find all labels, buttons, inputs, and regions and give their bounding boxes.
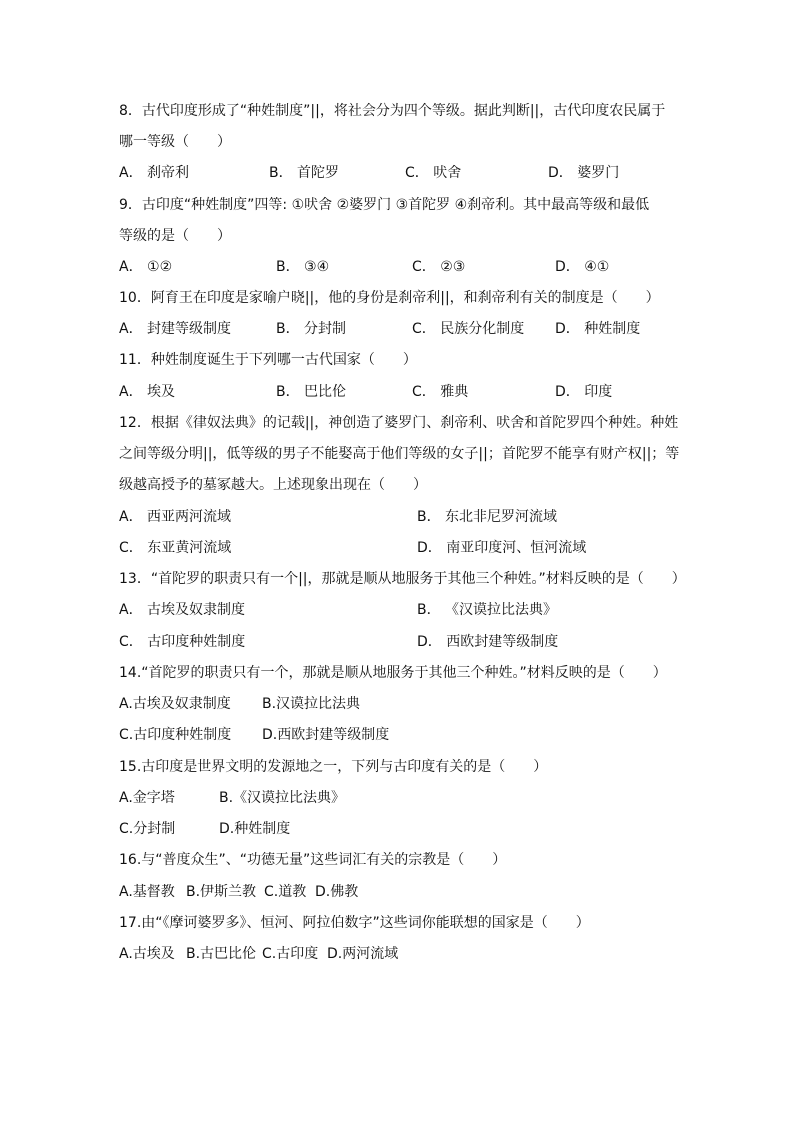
q11-option-a: A． 埃及 [119, 384, 176, 400]
q16-stem-line-1: 16.与“普度众生”、“功德无量”这些词汇有关的宗教是（ ） [119, 852, 507, 868]
q14-option-b: B.汉谟拉比法典 [262, 696, 361, 712]
q17-option-a: A.古埃及 [119, 946, 175, 962]
q13-option-b: B． 《汉谟拉比法典》 [417, 602, 558, 618]
q12-stem-line-2: 之间等级分明||，低等级的男子不能娶高于他们等级的女子||；首陀罗不能享有财产权||；等 [119, 446, 680, 462]
q9-option-c: C． ②③ [412, 259, 466, 275]
q14-options-row-2 [0, 725, 794, 745]
q13-options-row-1 [0, 600, 794, 620]
q10-options [0, 319, 794, 339]
q10-stem-line-1: 10．阿育王在印度是家喻户晓||，他的身份是刹帝利||，和刹帝利有关的制度是（ ） [119, 290, 660, 306]
q8-option-c: C． 吠舍 [405, 165, 462, 181]
q9-stem-line-1: 9．古印度“种姓制度”四等: ①吠舍 ②婆罗门 ③首陀罗 ④刹帝利。其中最高等级和最低 [119, 197, 650, 213]
q14-option-d: D.西欧封建等级制度 [262, 727, 390, 743]
q8-stem-line-1: 8．古代印度形成了“种姓制度”||，将社会分为四个等级。据此判断||，古代印度农民属于 [119, 103, 666, 119]
q14-option-a: A.古埃及奴隶制度 [119, 696, 231, 712]
q15-option-c: C.分封制 [119, 821, 176, 837]
q17-option-b: B.古巴比伦 [186, 946, 257, 962]
q15-option-d: D.种姓制度 [219, 821, 291, 837]
q9-stem-line-2: 等级的是（ ） [119, 228, 231, 244]
q15-stem-line-1: 15.古印度是世界文明的发源地之一，下列与古印度有关的是（ ） [119, 759, 548, 775]
q12-options-row-2 [0, 538, 794, 558]
q10-option-d: D． 种姓制度 [555, 321, 641, 337]
q9-option-b: B． ③④ [276, 259, 330, 275]
q12-options-row-1 [0, 507, 794, 527]
q17-option-d: D.两河流域 [327, 946, 399, 962]
q12-option-d: D． 南亚印度河、恒河流域 [417, 540, 587, 556]
q9-option-d: D． ④① [555, 259, 610, 275]
q15-option-a: A.金字塔 [119, 790, 175, 806]
q15-option-b: B.《汉谟拉比法典》 [219, 790, 346, 806]
q9-option-a: A． ①② [119, 259, 173, 275]
q16-option-a: A.基督教 [119, 884, 175, 900]
q9-options [0, 257, 794, 277]
q11-stem-line-1: 11．种姓制度诞生于下列哪一古代国家（ ） [119, 352, 417, 368]
q12-stem-line-1: 12．根据《律奴法典》的记载||，神创造了婆罗门、刹帝利、吠舍和首陀罗四个种姓。种姓 [119, 415, 679, 431]
q16-option-c: C.道教 [264, 884, 307, 900]
q13-option-c: C． 古印度种姓制度 [119, 634, 246, 650]
q8-options [0, 163, 794, 183]
q8-option-a: A． 刹帝利 [119, 165, 190, 181]
q12-option-c: C． 东亚黄河流域 [119, 540, 232, 556]
q8-option-d: D． 婆罗门 [548, 165, 620, 181]
q11-option-d: D． 印度 [555, 384, 613, 400]
q16-options [0, 882, 794, 902]
q15-options-row-2 [0, 819, 794, 839]
q17-option-c: C.古印度 [262, 946, 319, 962]
q16-option-d: D.佛教 [315, 884, 359, 900]
q14-option-c: C.古印度种姓制度 [119, 727, 232, 743]
q11-options [0, 382, 794, 402]
q17-options [0, 944, 794, 964]
q8-stem-line-2: 哪一等级（ ） [119, 134, 231, 150]
q13-stem-line-1: 13．“首陀罗的职责只有一个||，那就是顺从地服务于其他三个种姓。”材料反映的是（ ） [119, 571, 686, 587]
q14-options-row-1 [0, 694, 794, 714]
q13-options-row-2 [0, 632, 794, 652]
q16-option-b: B.伊斯兰教 [186, 884, 257, 900]
q17-stem-line-1: 17.由“《摩诃婆罗多》、恒河、阿拉伯数字”这些词你能联想的国家是（ ） [119, 915, 590, 931]
q13-option-d: D． 西欧封建等级制度 [417, 634, 559, 650]
q11-option-c: C． 雅典 [412, 384, 469, 400]
q11-option-b: B． 巴比伦 [276, 384, 347, 400]
q10-option-a: A． 封建等级制度 [119, 321, 232, 337]
q8-option-b: B． 首陀罗 [269, 165, 340, 181]
q15-options-row-1 [0, 788, 794, 808]
q12-stem-line-3: 级越高授予的墓冢越大。上述现象出现在（ ） [119, 477, 427, 493]
q13-option-a: A． 古埃及奴隶制度 [119, 602, 246, 618]
q12-option-a: A． 西亚两河流域 [119, 509, 232, 525]
q10-option-b: B． 分封制 [276, 321, 347, 337]
q12-option-b: B． 东北非尼罗河流域 [417, 509, 558, 525]
q14-stem-line-1: 14.“首陀罗的职责只有一个，那就是顺从地服务于其他三个种姓。”材料反映的是（ ） [119, 665, 667, 681]
q10-option-c: C． 民族分化制度 [412, 321, 525, 337]
